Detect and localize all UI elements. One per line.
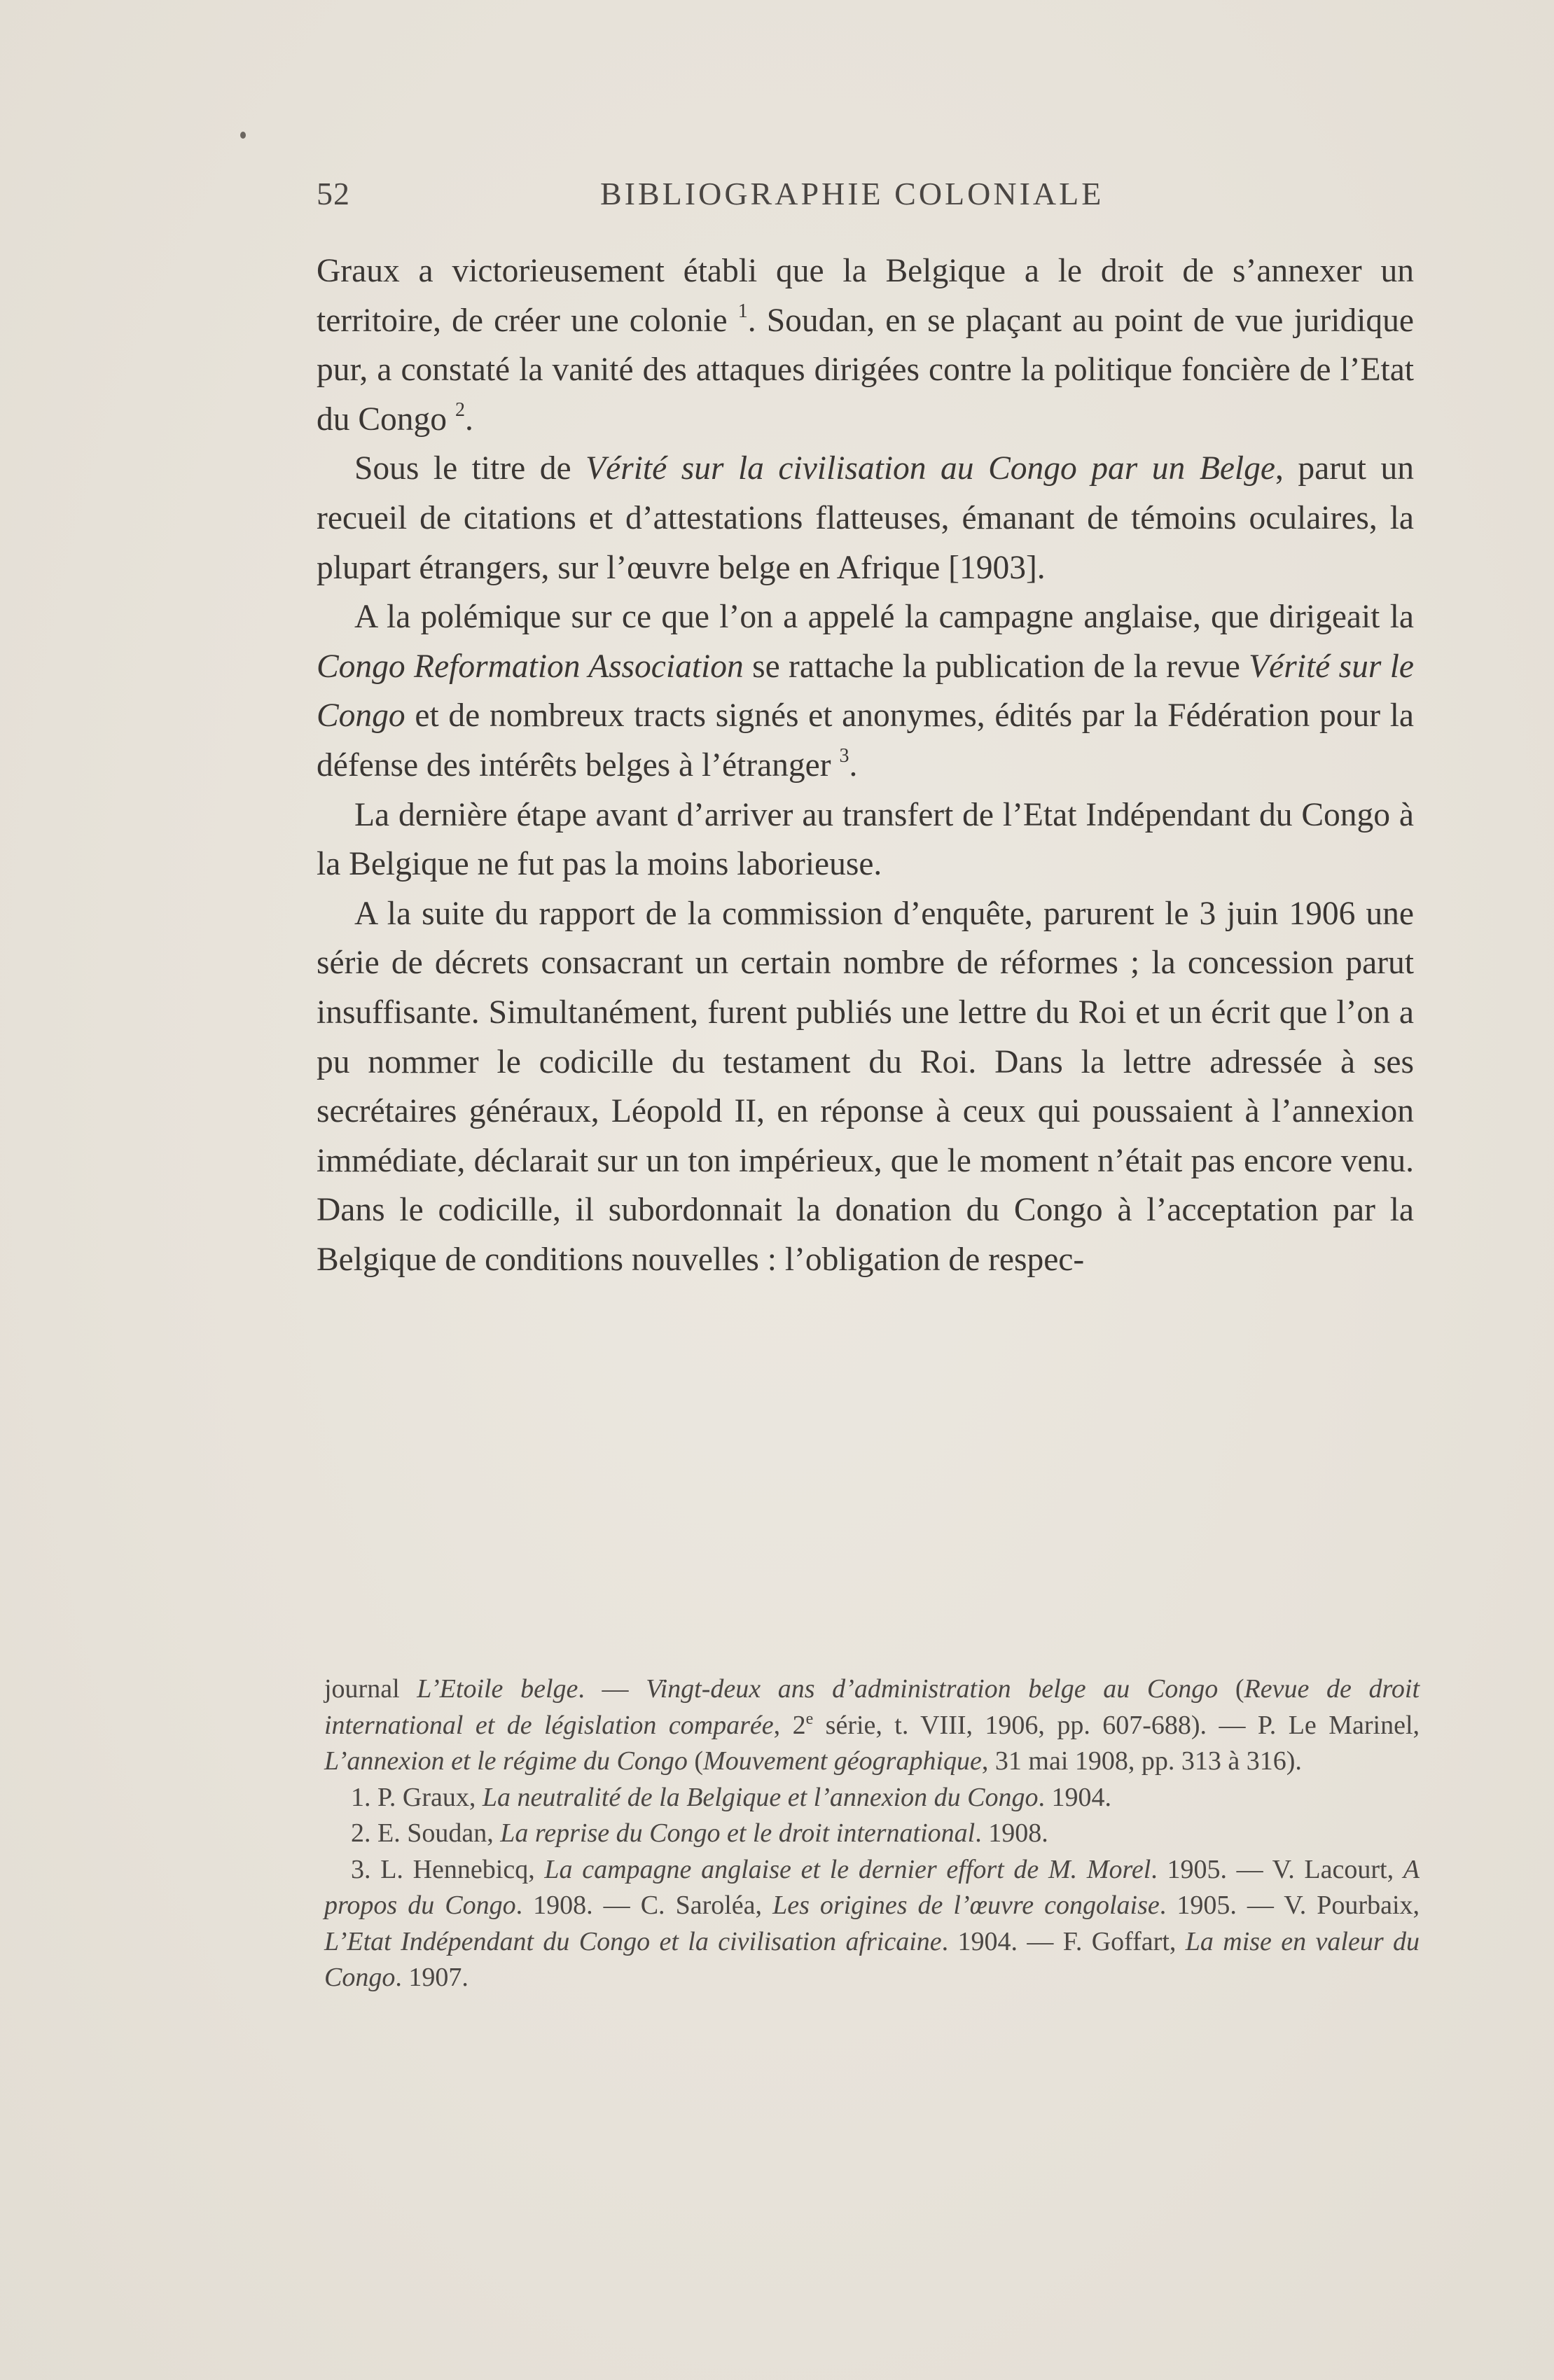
footnote-1 bbox=[324, 1780, 1420, 1816]
italic-title: La mise en valeur du Congo bbox=[324, 1926, 1420, 1992]
text-run: journal bbox=[324, 1674, 417, 1704]
italic-title: Mouvement géographique bbox=[703, 1746, 982, 1776]
text-run: . 1908. — C. Saroléa, bbox=[515, 1891, 773, 1920]
text-run: . 1908. bbox=[975, 1818, 1048, 1848]
italic-title: L’Etoile belge bbox=[417, 1674, 578, 1704]
footnote-continuation bbox=[324, 1671, 1420, 1780]
footnote-ref: 1 bbox=[737, 300, 748, 322]
italic-title: Vérité sur le Congo bbox=[317, 648, 1414, 735]
text-run: , parut un recueil de citations et d’attestations flatteuses, émanant de témoins oculaires, la plupart étrangers, sur l’œuvre belge en Afrique [1903]. bbox=[317, 450, 1414, 586]
text-run: série, t. VIII, 1906, pp. 607-688). — P. Le Marinel, bbox=[813, 1710, 1420, 1740]
paragraph bbox=[317, 246, 1414, 444]
superscript: e bbox=[805, 1709, 814, 1728]
text-run: . bbox=[464, 401, 473, 438]
text-run: 1. P. Graux, bbox=[351, 1782, 483, 1812]
text-run: Graux a victorieusement établi que la Belgique a le droit de s’annexer un territoire, de créer une colonie bbox=[317, 253, 1414, 339]
italic-title: A propos du Congo bbox=[324, 1854, 1420, 1920]
page-header bbox=[317, 175, 1416, 224]
paragraph bbox=[317, 592, 1414, 790]
text-run: A la polémique sur ce que l’on a appelé la campagne anglaise, que dirigeait la bbox=[354, 599, 1414, 636]
running-title: BIBLIOGRAPHIE COLONIALE bbox=[600, 176, 1104, 211]
paragraph: A la suite du rapport de la commission d’enquête, parurent le 3 juin 1906 une série de décrets consacrant un certain nombre de réformes ; la concession parut insuffisante. Simultanément, furent publiés une lettre du Roi et un écrit que l’on a pu nommer le codicille du testament du Roi. Dans la lettre adressée à ses secrétaires généraux, Léopold II, en réponse à ceux qui poussaient à l’annexion immédiate, déclarait sur un ton impérieux, que le moment n’était pas encore venu. Dans le codicille, il subordonnait la donation du Congo à l’acceptation par la Belgique de conditions nouvelles : l’obligation de respec- bbox=[317, 895, 1414, 1278]
footnote-3 bbox=[324, 1852, 1420, 1996]
footnote-2 bbox=[324, 1816, 1420, 1852]
text-run: . 1907. bbox=[395, 1963, 469, 1992]
footnotes bbox=[324, 1671, 1420, 1996]
text-run: 2. E. Soudan, bbox=[351, 1818, 501, 1848]
italic-title: La reprise du Congo et le droit international bbox=[500, 1818, 976, 1848]
paragraph bbox=[317, 444, 1414, 592]
italic-title: Vérité sur la civilisation au Congo par un Belge bbox=[585, 450, 1275, 487]
text-run: ( bbox=[1218, 1674, 1244, 1704]
italic-title: Revue de droit international et de législation comparée bbox=[324, 1674, 1420, 1740]
text-run: . 1905. — V. Pourbaix, bbox=[1159, 1891, 1420, 1920]
italic-title: La neutralité de la Belgique et l’annexion du Congo bbox=[482, 1782, 1039, 1812]
footnote-ref: 2 bbox=[455, 398, 465, 421]
text-run: , 2 bbox=[773, 1710, 806, 1740]
text-run: 3. L. Hennebicq, bbox=[351, 1854, 545, 1884]
body-text bbox=[317, 246, 1414, 1284]
text-run: . 1904. — F. Goffart, bbox=[941, 1926, 1186, 1956]
italic-title: Vingt-deux ans d’administration belge au Congo bbox=[646, 1674, 1219, 1704]
text-run: , 31 mai 1908, pp. 313 à 316). bbox=[981, 1746, 1302, 1776]
footnote-ref: 3 bbox=[839, 744, 849, 767]
italic-title: Congo Reformation Association bbox=[317, 648, 744, 685]
italic-title: La campagne anglaise et le dernier effort de M. Morel bbox=[544, 1854, 1151, 1884]
text-run: . 1904. bbox=[1038, 1782, 1112, 1812]
italic-title: L’annexion et le régime du Congo bbox=[324, 1746, 688, 1776]
italic-title: Les origines de l’œuvre congolaise bbox=[772, 1891, 1160, 1920]
page-number: 52 bbox=[317, 176, 350, 211]
text-run: . Soudan, en se plaçant au point de vue juridique pur, a constaté la vanité des attaques dirigées contre la politique foncière de l’Etat du Congo bbox=[317, 302, 1414, 438]
text-run: . 1905. — V. Lacourt, bbox=[1151, 1854, 1403, 1884]
text-run: ( bbox=[687, 1746, 704, 1776]
italic-title: L’Etat Indépendant du Congo et la civilisation africaine bbox=[324, 1926, 942, 1956]
text-run: . — bbox=[578, 1674, 646, 1704]
text-run: se rattache la publication de la revue bbox=[743, 648, 1249, 685]
text-run: . bbox=[849, 746, 858, 784]
ink-speck bbox=[240, 132, 246, 139]
text-run: et de nombreux tracts signés et anonymes, édités par la Fédération pour la défense des intérêts belges à l’étranger bbox=[317, 697, 1414, 784]
text-run: Sous le titre de bbox=[354, 450, 586, 487]
paragraph: La dernière étape avant d’arriver au transfert de l’Etat Indépendant du Congo à la Belgique ne fut pas la moins laborieuse. bbox=[317, 796, 1414, 883]
